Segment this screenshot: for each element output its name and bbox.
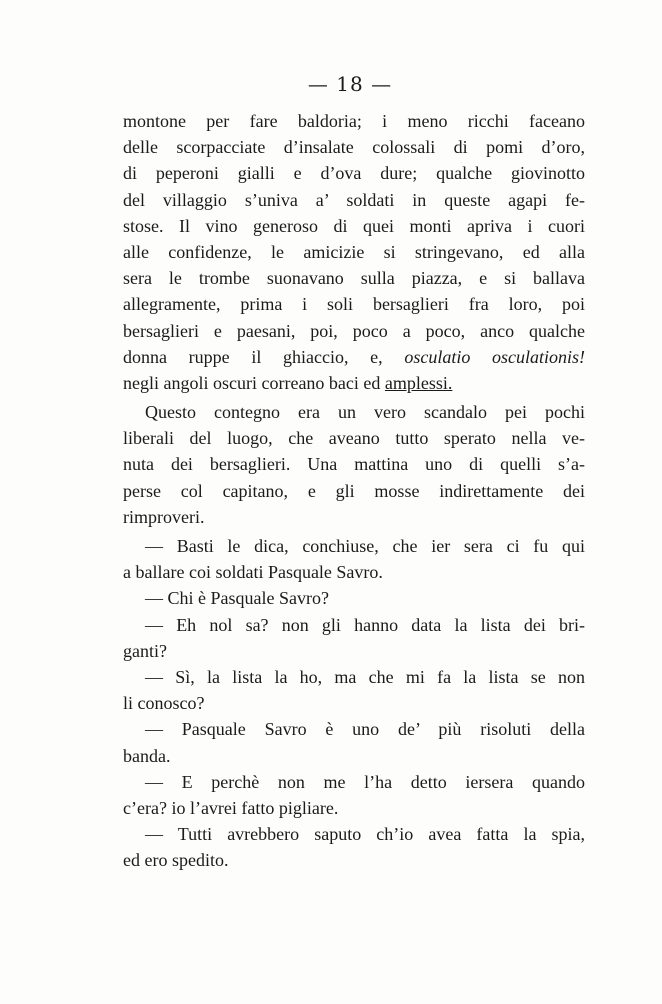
text-line: alle confidenze, le amicizie si stringevano, ed alla <box>123 241 585 262</box>
text-line: ed ero spedito. <box>123 850 229 871</box>
text-line: liberali del luogo, che aveano tutto sperato nella ve- <box>123 428 585 449</box>
text-line-with-italic <box>123 344 585 370</box>
body-text <box>123 108 585 873</box>
text-line: perse col capitano, e gli mosse indirettamente dei <box>123 480 585 501</box>
text-line-with-underline <box>123 370 585 396</box>
dialogue-line: — Sì, la lista la ho, ma che mi fa la lista se non <box>145 666 585 687</box>
text-line: banda. <box>123 745 171 766</box>
text-line: rimproveri. <box>123 506 205 527</box>
underlined-word: amplessi. <box>384 372 453 393</box>
dialogue-line: — Pasquale Savro è uno de’ più risoluti della <box>145 719 585 740</box>
text-line: montone per fare baldoria; i meno ricchi faceano <box>123 111 585 131</box>
text-line: di peperoni gialli e d’ova dure; qualche giovinotto <box>123 163 585 184</box>
text-line: sera le trombe suonavano sulla piazza, e si ballava <box>123 268 585 289</box>
dialogue-line: — Eh nol sa? non gli hanno data la lista dei bri- <box>145 614 585 635</box>
text-segment: negli angoli oscuri correano baci ed <box>123 372 381 393</box>
page-number: — 18 — <box>307 72 393 96</box>
dialogue-line: — Tutti avrebbero saputo ch’io avea fatta la spia, <box>145 824 585 845</box>
dialogue-line: — Chi è Pasquale Savro? <box>145 588 329 609</box>
dialogue-line: — Basti le dica, conchiuse, che ier sera ci fu qui <box>145 536 585 556</box>
text-line: bersaglieri e paesani, poi, poco a poco, anco qualche <box>123 320 585 341</box>
text-line: delle scorpacciate d’insalate colossali di pomi d’oro, <box>123 137 585 158</box>
text-line: c’era? io l’avrei fatto pigliare. <box>123 797 339 818</box>
text-line: allegramente, prima i soli bersaglieri fra loro, poi <box>123 294 585 315</box>
text-line: a ballare coi soldati Pasquale Savro. <box>123 562 383 583</box>
text-line: Questo contegno era un vero scandalo pei pochi <box>145 402 585 423</box>
dialogue-line: — E perchè non me l’ha detto iersera quando <box>145 771 585 792</box>
italic-phrase: osculatio osculationis! <box>404 346 586 367</box>
text-line: stose. Il vino generoso di quei monti apriva i cuori <box>123 215 585 236</box>
text-line: del villaggio s’univa a’ soldati in queste agapi fe- <box>123 189 585 210</box>
text-line: ganti? <box>123 640 167 661</box>
text-line: nuta dei bersaglieri. Una mattina uno di quelli s’a- <box>123 454 585 475</box>
text-line: li conosco? <box>123 693 205 714</box>
text-segment: donna ruppe il ghiaccio, e, <box>123 346 383 367</box>
